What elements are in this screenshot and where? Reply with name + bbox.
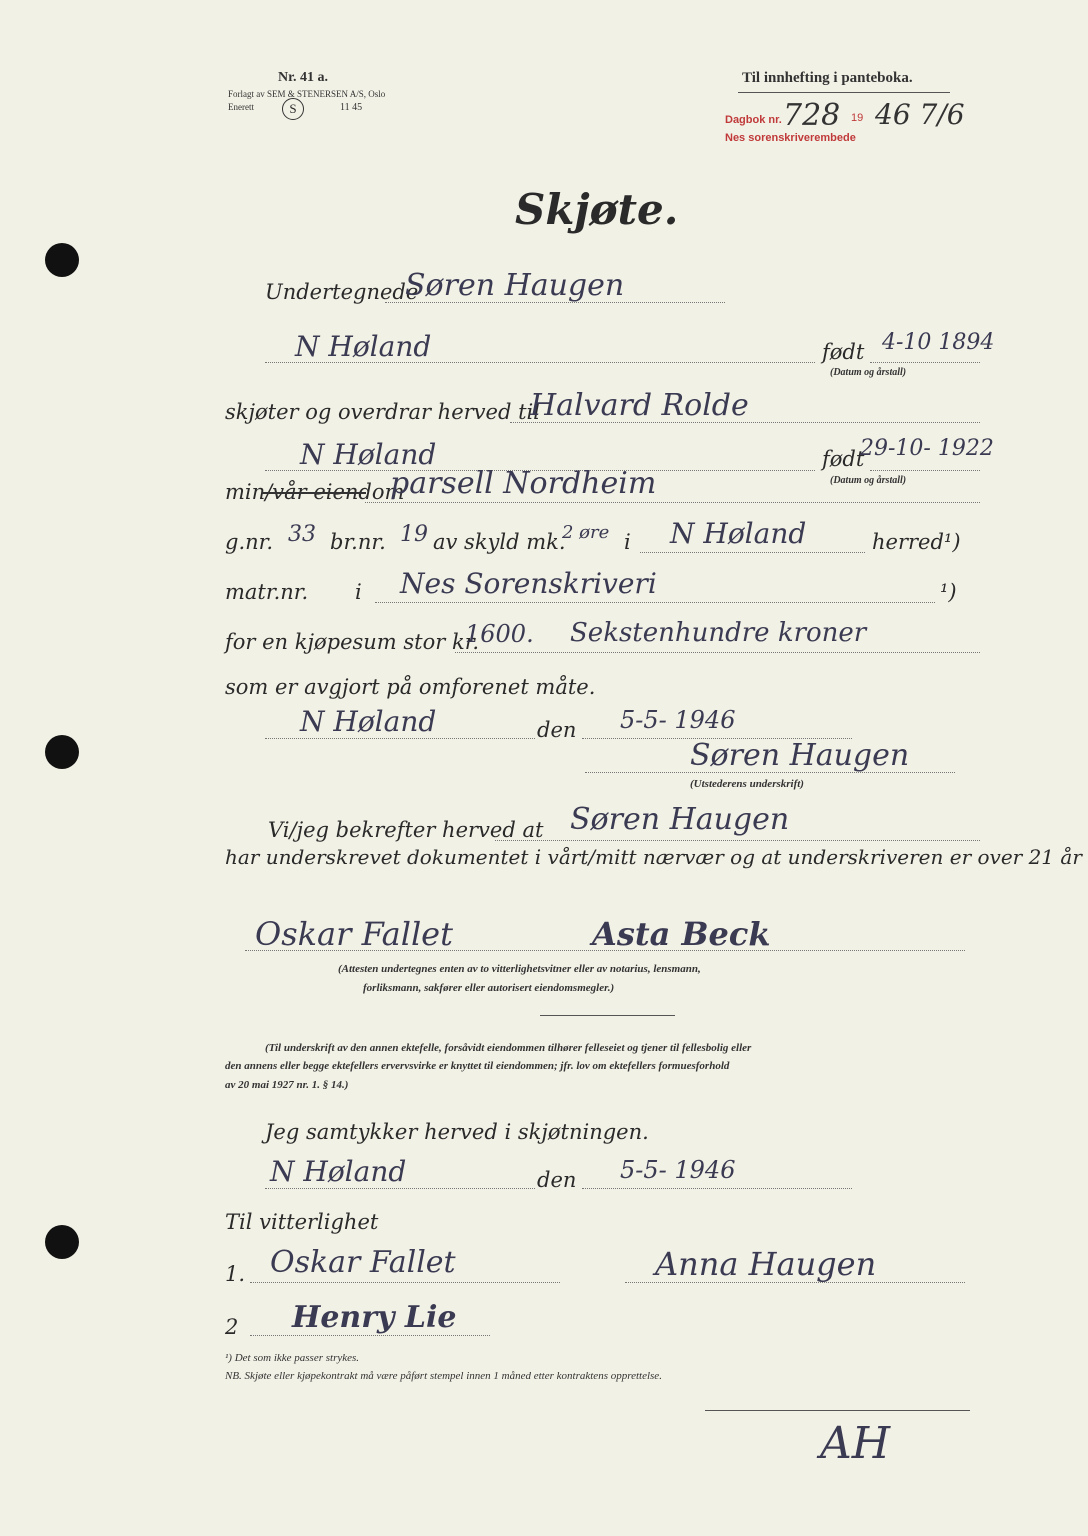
- spouse-place-line: [265, 1188, 535, 1189]
- brnr-label: br.nr.: [330, 530, 386, 554]
- stamp-date: 46 7/6: [875, 98, 965, 131]
- issuer-signature: Søren Haugen: [690, 738, 910, 773]
- seller-name: Søren Haugen: [405, 268, 625, 303]
- price-label: for en kjøpesum stor kr.: [225, 630, 480, 654]
- spouse-witness-2-line: [250, 1335, 490, 1336]
- attestation-name: Søren Haugen: [570, 802, 790, 837]
- signing-place: N Høland: [300, 705, 437, 738]
- signing-place-line: [265, 738, 535, 739]
- publisher-line: Forlagt av SEM & STENERSEN A/S, Oslo: [228, 89, 386, 99]
- skyld-label: av skyld mk.: [433, 530, 566, 554]
- gnr-label: g.nr.: [225, 530, 274, 554]
- buyer-born-date: 29-10- 1922: [860, 436, 994, 461]
- footnote: ¹) Det som ikke passer strykes.: [225, 1352, 360, 1364]
- strike-through: [262, 492, 366, 494]
- punch-hole-top: [45, 243, 79, 277]
- price-words: Sekstenhundre kroner: [570, 618, 867, 648]
- spouse-place: N Høland: [270, 1155, 407, 1188]
- binding-note-underline: [738, 92, 950, 93]
- matr-label: matr.nr.: [225, 580, 309, 604]
- spouse-note-1: (Til underskrift av den annen ektefelle, forsåvidt eiendommen tilhører felleseiet og tjener til fellesbolig eller: [265, 1042, 752, 1054]
- spouse-note-3: av 20 mai 1927 nr. 1. § 14.): [225, 1079, 349, 1091]
- seller-born-label: født: [822, 340, 865, 364]
- spouse-signature: Anna Haugen: [655, 1245, 877, 1283]
- district-line: [375, 602, 935, 603]
- herred-i-label: i: [624, 530, 631, 554]
- herred-value: N Høland: [670, 517, 807, 550]
- attest-witness-2: Asta Beck: [592, 915, 771, 953]
- buyer-born-label: født: [822, 447, 865, 471]
- spouse-witness-1-line: [250, 1282, 560, 1283]
- stamp-year: 19: [851, 112, 864, 124]
- spouse-note-2: den annens eller begge ektefellers ervervsvirke er knyttet til eiendommen; jfr. lov om ektefellers formuesforhold: [225, 1060, 730, 1072]
- seller-label: Undertegnede: [265, 280, 419, 304]
- gnr-value: 33: [288, 522, 316, 547]
- skyld-value: 2 øre: [562, 522, 610, 543]
- matr-i-label: i: [355, 580, 362, 604]
- form-number: Nr. 41 a.: [278, 70, 329, 85]
- price-line: [455, 652, 980, 653]
- nb-note: NB. Skjøte eller kjøpekontrakt må være påført stempel innen 1 måned etter kontraktens opprettelse.: [225, 1370, 662, 1382]
- seller-place: N Høland: [295, 330, 432, 363]
- document-title: Skjøte.: [515, 185, 679, 234]
- spouse-witness-1: Oskar Fallet: [270, 1245, 456, 1280]
- spouse-den: den: [537, 1168, 577, 1192]
- seller-date-hint: (Datum og årstall): [830, 367, 907, 378]
- signing-date: 5-5- 1946: [620, 706, 736, 734]
- binding-note: Til innhefting i panteboka.: [742, 70, 913, 86]
- stamp-line2: Nes sorenskriverembede: [725, 132, 856, 144]
- attestation-label: Vi/jeg bekrefter herved at: [268, 818, 544, 842]
- attestation-note-1: (Attesten undertegnes enten av to vitterlighetsvitner eller av notarius, lensmann,: [338, 963, 701, 975]
- rights-line: Enerett: [228, 102, 254, 112]
- seller-born-line: [870, 362, 980, 363]
- herred-line: [640, 552, 865, 553]
- section-divider: [540, 1015, 675, 1016]
- publisher-logo: S: [282, 98, 304, 120]
- spouse-witness-1-number: 1.: [225, 1262, 246, 1286]
- punch-hole-bottom: [45, 1225, 79, 1259]
- clerk-initials: AH: [820, 1418, 891, 1469]
- transfer-label: skjøter og overdrar herved til: [225, 400, 540, 424]
- signing-den: den: [537, 718, 577, 742]
- print-code: 11 45: [340, 102, 363, 113]
- price-amount: 1600.: [465, 620, 534, 648]
- spouse-consent: Jeg samtykker herved i skjøtningen.: [265, 1120, 649, 1144]
- matr-footnote-mark: ¹): [940, 580, 957, 604]
- property-line: [365, 502, 980, 503]
- property-description: parsell Nordheim: [390, 466, 657, 501]
- buyer-date-hint: (Datum og årstall): [830, 475, 907, 486]
- district-value: Nes Sorenskriveri: [400, 567, 657, 600]
- stamp-line1: Dagbok nr.: [725, 114, 782, 126]
- attestation-name-line: [495, 840, 980, 841]
- signature-caption: (Utstederens underskrift): [690, 778, 804, 790]
- attestation-note-2: forliksmann, sakfører eller autorisert eiendomsmegler.): [363, 982, 615, 994]
- spouse-witness-2: Henry Lie: [292, 1300, 457, 1335]
- attestation-statement: har underskrevet dokumentet i vårt/mitt nærvær og at underskriveren er over 21 år: [225, 845, 1082, 869]
- buyer-name: Halvard Rolde: [530, 388, 749, 423]
- stamp-number: 728: [783, 98, 841, 133]
- initials-line: [705, 1410, 970, 1411]
- property-label: min/vår eiendom: [225, 480, 405, 504]
- attest-witness-1: Oskar Fallet: [255, 915, 453, 953]
- registry-stamp: [725, 98, 975, 166]
- buyer-place: N Høland: [300, 438, 437, 471]
- price-settled: som er avgjort på omforenet måte.: [225, 675, 596, 699]
- witness-label: Til vitterlighet: [225, 1210, 379, 1234]
- herred-label: herred¹): [872, 530, 961, 554]
- spouse-witness-2-number: 2: [225, 1315, 239, 1339]
- brnr-value: 19: [400, 522, 428, 547]
- spouse-date: 5-5- 1946: [620, 1156, 736, 1184]
- spouse-date-line: [582, 1188, 852, 1189]
- seller-born-date: 4-10 1894: [882, 330, 995, 355]
- punch-hole-middle: [45, 735, 79, 769]
- buyer-born-line: [870, 470, 980, 471]
